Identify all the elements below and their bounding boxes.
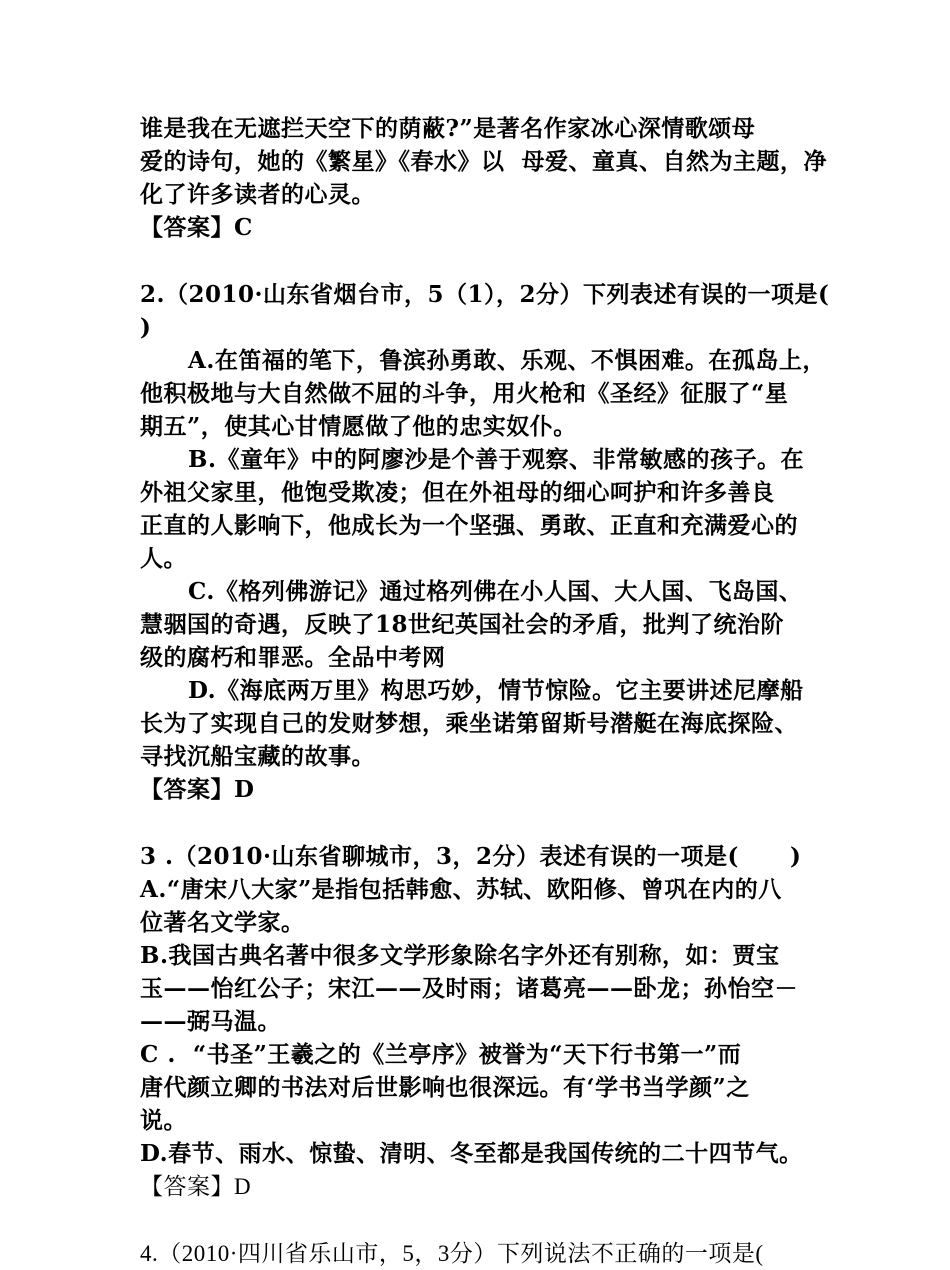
question-stem: 3 .（2010·山东省聊城市，3，2分）表述有误的一项是( ) — [140, 843, 802, 870]
option-b: 人。 — [140, 545, 187, 572]
option-d: 寻找沉船宝藏的故事。 — [140, 743, 375, 770]
option-b: 玉——怡红公子；宋江——及时雨；诸葛亮——卧龙；孙怡空－ — [140, 975, 798, 1002]
option-d: 长为了实现自己的发财梦想，乘坐诺第留斯号潜艇在海底探险、 — [140, 710, 798, 737]
intro-line: 爱的诗句，她的《繁星》《春水》以 母爱、童真、自然为主题，净 — [140, 148, 828, 175]
option-d: D.春节、雨水、惊蛰、清明、冬至都是我国传统的二十四节气。 — [140, 1140, 803, 1167]
option-c: 级的腐朽和罪恶。全品中考网 — [140, 644, 446, 671]
option-d: D.《海底两万里》构思巧妙，情节惊险。它主要讲述尼摩船 — [188, 677, 804, 704]
option-a: A.“唐宋八大家”是指包括韩愈、苏轼、欧阳修、曾巩在内的八 — [140, 876, 782, 903]
option-b: B.《童年》中的阿廖沙是个善于观察、非常敏感的孩子。在 — [188, 446, 804, 473]
option-c: 唐代颜立卿的书法对后世影响也很深远。有‘学书当学颜”之 — [140, 1074, 750, 1101]
option-b: ——弼马温。 — [140, 1008, 281, 1035]
option-a: 位著名文学家。 — [140, 909, 305, 936]
option-c: C . “书圣”王羲之的《兰亭序》被誉为“天下行书第一”而 — [140, 1041, 742, 1068]
option-b: B.我国古典名著中很多文学形象除名字外还有别称，如：贾宝 — [140, 942, 780, 969]
option-c: 说。 — [140, 1107, 187, 1134]
answer-label: 【答案】D — [140, 776, 255, 803]
option-a: A.在笛福的笔下，鲁滨孙勇敢、乐观、不惧困难。在孤岛上， — [188, 347, 826, 374]
answer-label: 【答案】D — [140, 1174, 252, 1199]
option-c: C.《格列佛游记》通过格列佛在小人国、大人国、飞岛国、 — [188, 578, 803, 605]
question-stem: ) — [140, 314, 152, 341]
intro-line: 谁是我在无遮拦天空下的荫蔽?”是著名作家冰心深情歌颂母 — [140, 115, 756, 142]
answer-label: 【答案】C — [140, 214, 253, 241]
option-c: 慧骃国的奇遇，反映了18世纪英国社会的矛盾，批判了统治阶 — [140, 611, 785, 638]
option-a: 期五”，使其心甘情愿做了他的忠实奴仆。 — [140, 413, 577, 440]
intro-line: 化了许多读者的心灵。 — [140, 181, 375, 208]
question-stem: 4.（2010·四川省乐山市，5，3分）下列说法不正确的一项是( — [140, 1241, 764, 1266]
question-stem: 2.（2010·山东省烟台市，5（1），2分）下列表述有误的一项是( — [140, 281, 830, 308]
option-b: 正直的人影响下，他成长为一个坚强、勇敢、正直和充满爱心的 — [140, 512, 798, 539]
option-b: 外祖父家里，他饱受欺凌；但在外祖母的细心呵护和许多善良 — [140, 479, 775, 506]
option-a: 他积极地与大自然做不屈的斗争，用火枪和《圣经》征服了“星 — [140, 380, 789, 407]
